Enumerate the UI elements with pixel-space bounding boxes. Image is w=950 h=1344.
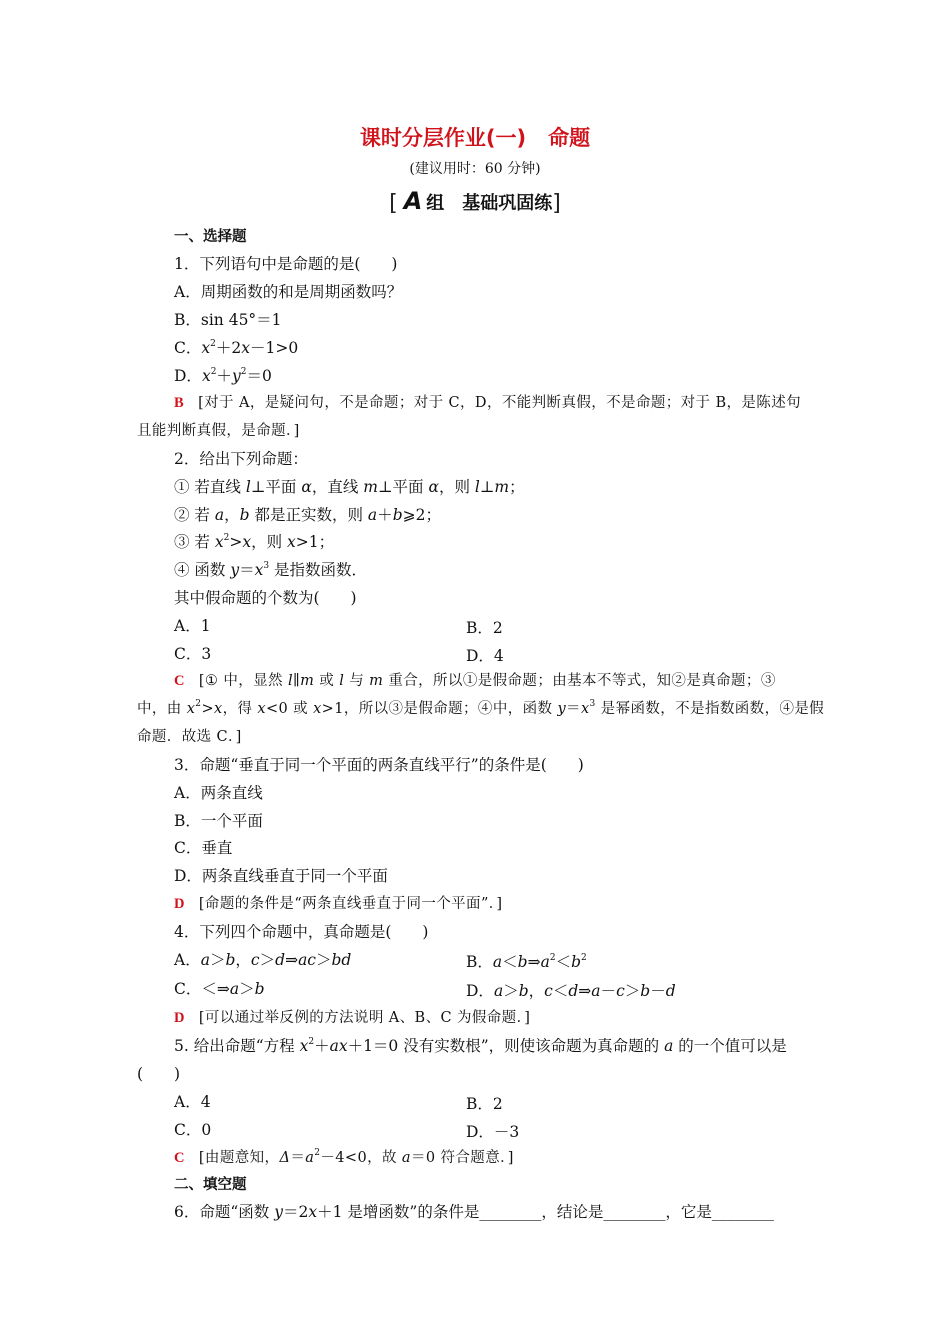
question-stem: 6．命题“函数 y＝2x＋1 是增函数”的条件是________，结论是________，它是________ [174,1203,774,1221]
option-d: D．a＞b，c＜d⇒a－c＞b－d [466,982,676,1000]
option-a: A．4 [174,1093,211,1111]
question-stem: 3．命题“垂直于同一个平面的两条直线平行”的条件是( ) [174,756,584,774]
statement-1: ① 若直线 l⊥平面 α，直线 m⊥平面 α，则 l⊥m； [174,478,525,496]
option-c: C．$x^2+2x-1>0$ [174,339,299,357]
suggested-time: (建议用时：60 分钟) [409,161,541,177]
answer-letter: C [174,1150,185,1166]
question-stem: 5. 给出命题“方程 $x^2+ax+1=0$ 没有实数根”，则使该命题为真命题的 a 的一个值可以是 [174,1037,787,1055]
answer-explanation-cont: 命题．故选 C．] [137,729,242,745]
option-a: A．1 [174,617,211,635]
section-heading: 二、填空题 [174,1177,247,1193]
option-a: A．两条直线 [174,784,263,802]
option-c: C．0 [174,1121,212,1139]
statement-2: ② 若 a，b 都是正实数，则 a＋b⩾2； [174,506,441,524]
answer-letter: C [174,673,185,689]
option-d: D．$x^2+y^2=0$ [174,367,272,385]
option-b: B．2 [466,619,503,637]
answer-explanation-cont: 且能判断真假，是命题．] [137,423,300,439]
option-c: C．＜⇒a＞b [174,980,265,998]
group-banner: [ A 组 基础巩固练] [389,187,561,216]
answer-letter: B [174,395,185,411]
option-b: B．一个平面 [174,812,263,830]
option-a: A．a＞b，c＞d⇒ac＞bd [174,951,352,969]
answer-paren: ( ) [137,1065,181,1083]
answer-explanation-cont: 中，由 $x^2>x$，得 x<0 或 x>1，所以③是假命题；④中，函数 $y=x^3$ 是幂函数，不是指数函数，④是假 [137,699,825,717]
page-title: 课时分层作业(一) 命题 [359,126,591,150]
answer-explanation: D [可以通过举反例的方法说明 A、B、C 为假命题．] [174,1010,531,1026]
question-prompt: 其中假命题的个数为( ) [174,589,357,607]
answer-letter: D [174,1010,185,1026]
question-stem: 1．下列语句中是命题的是( ) [174,255,398,273]
answer-explanation: C [① 中，显然 l∥m 或 l 与 m 重合，所以①是假命题；由基本不等式，知②是真命题；③ [174,673,776,689]
option-d: D．两条直线垂直于同一个平面 [174,867,388,885]
question-stem: 4．下列四个命题中，真命题是( ) [174,923,429,941]
option-c: C．垂直 [174,839,233,857]
option-b: B．sin 45°＝1 [174,311,282,329]
statement-3: ③ 若 $x^2>x$，则 x>1； [174,533,335,551]
question-stem: 2．给出下列命题： [174,450,308,468]
answer-explanation: C [由题意知，$\Delta=a^2-4<0$，故 a＝0 符合题意．] [174,1148,514,1166]
option-a: A．周期函数的和是周期函数吗？ [174,283,403,301]
statement-4: ④ 函数 $y=x^3$ 是指数函数． [174,561,368,579]
option-c: C．3 [174,645,212,663]
answer-letter: D [174,896,185,912]
option-d: D．－3 [466,1123,520,1141]
section-heading: 一、选择题 [174,229,247,245]
option-b: B．2 [466,1095,503,1113]
option-d: D．4 [466,647,504,665]
answer-explanation: D [命题的条件是“两条直线垂直于同一个平面”．] [174,896,503,912]
option-b: B．$a<b\Rightarrow a^2<b^2$ [466,953,587,971]
answer-explanation: B [对于 A，是疑问句，不是命题；对于 C，D，不能判断真假，不是命题；对于 B，是陈述句 [174,395,802,411]
